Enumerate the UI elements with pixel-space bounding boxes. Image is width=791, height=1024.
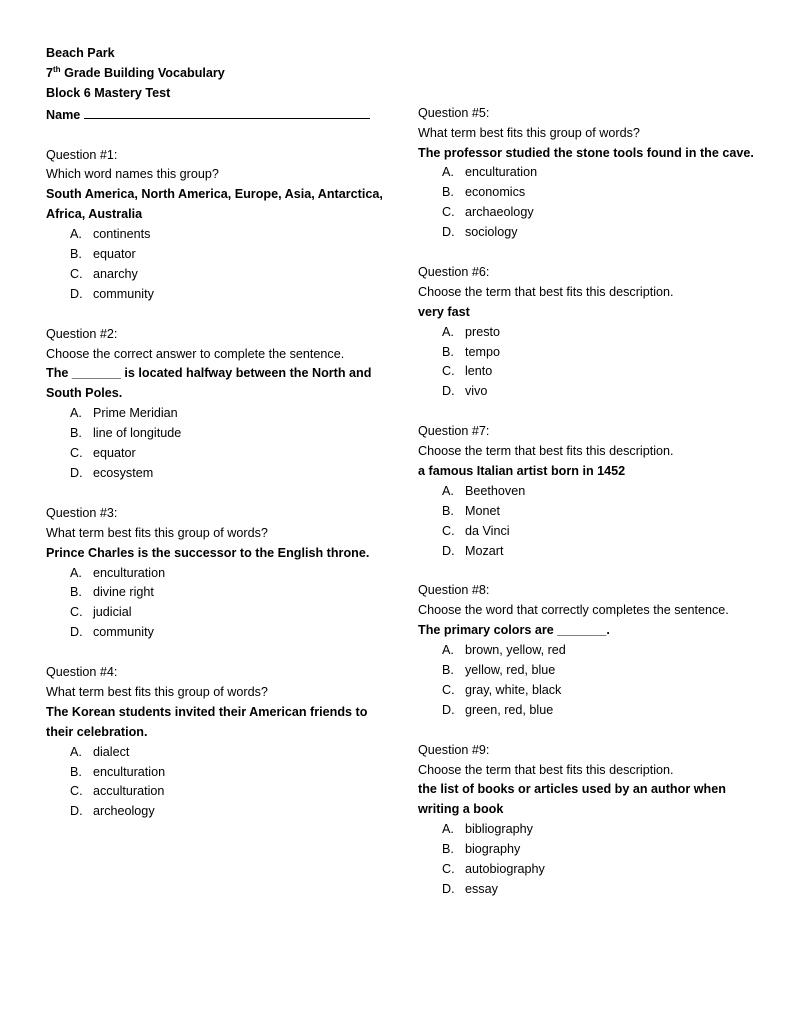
option-letter: A. xyxy=(442,165,454,180)
question-prompt: What term best fits this group of words? xyxy=(46,684,268,699)
question-title: Question #2: xyxy=(46,326,118,341)
option-letter: B. xyxy=(70,764,82,779)
answer-option-b[interactable] xyxy=(46,583,391,603)
school-name: Beach Park xyxy=(46,46,115,60)
option-text: enculturation xyxy=(465,165,538,180)
option-letter: B. xyxy=(70,585,82,600)
option-text: lento xyxy=(465,364,493,379)
option-letter: D. xyxy=(70,625,83,640)
question-stem: the list of books or articles used by an author when writing a book xyxy=(418,782,726,817)
option-letter: D. xyxy=(442,225,455,240)
question-prompt: Choose the term that best fits this description. xyxy=(418,444,674,459)
option-letter: C. xyxy=(442,682,455,697)
option-letter: B. xyxy=(442,344,454,359)
answer-option-c[interactable] xyxy=(46,782,391,802)
option-text: green, red, blue xyxy=(465,702,554,717)
answer-option-a[interactable] xyxy=(418,820,763,840)
option-text: continents xyxy=(93,227,151,242)
question-stem: South America, North America, Europe, Asia, Antarctica, Africa, Australia xyxy=(46,187,383,222)
option-text: equator xyxy=(93,446,136,461)
answer-option-d[interactable] xyxy=(418,880,763,900)
option-text: ecosystem xyxy=(93,466,154,480)
option-text: sociology xyxy=(465,225,518,240)
option-text: gray, white, black xyxy=(465,682,562,697)
question-prompt: Choose the term that best fits this description. xyxy=(418,284,674,299)
option-letter: B. xyxy=(70,247,82,262)
question-stem: The professor studied the stone tools found in the cave. xyxy=(418,145,754,160)
option-text: archeology xyxy=(93,804,155,819)
option-letter: C. xyxy=(442,364,455,379)
answer-option-b[interactable] xyxy=(418,183,763,203)
question-title: Question #9: xyxy=(418,742,490,757)
option-letter: A. xyxy=(442,324,454,339)
option-letter: C. xyxy=(70,266,83,281)
answer-option-c[interactable] xyxy=(418,681,763,701)
question-title: Question #3: xyxy=(46,505,118,520)
option-text: Prime Meridian xyxy=(93,406,178,421)
name-row xyxy=(46,104,391,126)
grade-title-text: Grade Building Vocabulary xyxy=(60,65,225,80)
answer-option-b[interactable] xyxy=(46,763,391,783)
question-prompt: What term best fits this group of words? xyxy=(46,525,268,540)
answer-option-a[interactable] xyxy=(46,225,391,245)
option-letter: A. xyxy=(70,744,82,759)
option-letter: C. xyxy=(70,784,83,799)
option-letter: A. xyxy=(70,406,82,421)
option-letter: C. xyxy=(70,605,83,620)
question-prompt: Which word names this group? xyxy=(46,167,219,182)
option-text: Beethoven xyxy=(465,483,526,498)
answer-option-c[interactable] xyxy=(418,362,763,382)
answer-option-b[interactable] xyxy=(418,840,763,860)
test-title: Block 6 Mastery Test xyxy=(46,85,171,100)
right-column xyxy=(418,44,763,920)
question-8 xyxy=(418,581,763,720)
answer-option-b[interactable] xyxy=(46,424,391,444)
option-letter: B. xyxy=(442,503,454,518)
option-letter: C. xyxy=(442,205,455,220)
option-letter: B. xyxy=(442,663,454,678)
option-letter: D. xyxy=(70,804,83,819)
option-text: acculturation xyxy=(93,784,165,799)
question-6 xyxy=(418,263,763,402)
option-text: economics xyxy=(465,185,526,200)
answer-option-d[interactable] xyxy=(46,802,391,822)
option-text: tempo xyxy=(465,344,501,359)
option-letter: D. xyxy=(70,286,83,301)
question-prompt: Choose the word that correctly completes the sentence. xyxy=(418,603,729,618)
answer-option-c[interactable] xyxy=(46,444,391,464)
answer-option-b[interactable] xyxy=(418,502,763,522)
option-text: presto xyxy=(465,324,501,339)
option-letter: A. xyxy=(442,643,454,658)
option-text: community xyxy=(93,625,154,640)
answer-option-d[interactable] xyxy=(46,464,391,484)
name-label: Name xyxy=(46,107,81,122)
answer-option-a[interactable] xyxy=(46,564,391,584)
question-title: Question #1: xyxy=(46,147,118,162)
answer-option-a[interactable] xyxy=(418,482,763,502)
option-letter: B. xyxy=(442,842,454,857)
question-stem: The _______ is located halfway between the North and South Poles. xyxy=(46,366,372,401)
question-title: Question #4: xyxy=(46,665,118,680)
option-text: archaeology xyxy=(465,205,534,220)
answer-option-c[interactable] xyxy=(418,860,763,880)
option-text: judicial xyxy=(93,605,132,620)
answer-option-c[interactable] xyxy=(46,603,391,623)
answer-option-a[interactable] xyxy=(418,163,763,183)
answer-option-b[interactable] xyxy=(418,343,763,363)
option-text: bibliography xyxy=(465,822,533,837)
question-stem: a famous Italian artist born in 1452 xyxy=(418,463,626,478)
question-2 xyxy=(46,325,391,484)
grade-superscript: th xyxy=(53,64,61,74)
answer-option-a[interactable] xyxy=(46,404,391,424)
option-text: enculturation xyxy=(93,764,166,779)
option-text: yellow, red, blue xyxy=(465,663,556,678)
answer-option-d[interactable] xyxy=(418,542,763,562)
option-text: da Vinci xyxy=(465,523,510,538)
grade-title xyxy=(46,64,391,84)
question-stem: The primary colors are _______. xyxy=(418,623,610,638)
question-title: Question #5: xyxy=(418,105,490,120)
question-1 xyxy=(46,146,391,305)
option-letter: D. xyxy=(442,702,455,717)
option-text: divine right xyxy=(93,585,154,600)
option-letter: D. xyxy=(442,543,455,558)
option-text: essay xyxy=(465,881,498,896)
answer-option-b[interactable] xyxy=(46,245,391,265)
left-column xyxy=(46,44,391,842)
option-letter: D. xyxy=(442,384,455,399)
option-letter: A. xyxy=(442,822,454,837)
question-title: Question #7: xyxy=(418,424,490,439)
question-stem: very fast xyxy=(418,304,470,319)
question-5 xyxy=(418,104,763,243)
question-7 xyxy=(418,422,763,561)
option-letter: A. xyxy=(70,227,82,242)
option-text: line of longitude xyxy=(93,426,182,441)
option-text: autobiography xyxy=(465,862,545,877)
option-text: biography xyxy=(465,842,521,857)
answer-option-d[interactable] xyxy=(418,382,763,402)
option-letter: B. xyxy=(70,426,82,441)
option-letter: D. xyxy=(442,881,455,896)
answer-option-d[interactable] xyxy=(418,223,763,243)
question-3 xyxy=(46,504,391,643)
option-letter: C. xyxy=(442,523,455,538)
test-header xyxy=(46,44,391,126)
option-letter: A. xyxy=(442,483,454,498)
column-spacer xyxy=(418,44,763,104)
option-text: anarchy xyxy=(93,266,138,281)
answer-option-d[interactable] xyxy=(418,701,763,721)
question-title: Question #6: xyxy=(418,264,490,279)
option-text: community xyxy=(93,286,154,301)
option-letter: B. xyxy=(442,185,454,200)
option-text: equator xyxy=(93,247,136,262)
option-text: brown, yellow, red xyxy=(465,643,566,658)
answer-option-a[interactable] xyxy=(46,743,391,763)
option-text: dialect xyxy=(93,744,130,759)
option-text: Monet xyxy=(465,503,501,518)
question-prompt: Choose the term that best fits this description. xyxy=(418,762,674,777)
answer-option-d[interactable] xyxy=(46,285,391,305)
option-letter: A. xyxy=(70,565,82,580)
question-stem: Prince Charles is the successor to the English throne. xyxy=(46,545,370,560)
question-prompt: What term best fits this group of words? xyxy=(418,125,640,140)
option-letter: D. xyxy=(70,466,83,480)
option-letter: C. xyxy=(70,446,83,461)
option-letter: C. xyxy=(442,862,455,877)
answer-option-a[interactable] xyxy=(418,641,763,661)
question-4 xyxy=(46,663,391,822)
answer-option-c[interactable] xyxy=(46,265,391,285)
answer-option-c[interactable] xyxy=(418,522,763,542)
name-field-line[interactable] xyxy=(84,104,370,119)
option-text: Mozart xyxy=(465,543,504,558)
answer-option-c[interactable] xyxy=(418,203,763,223)
answer-option-d[interactable] xyxy=(46,623,391,643)
question-9 xyxy=(418,741,763,900)
question-prompt: Choose the correct answer to complete the sentence. xyxy=(46,346,345,361)
answer-option-a[interactable] xyxy=(418,323,763,343)
grade-number: 7 xyxy=(46,65,54,80)
option-text: enculturation xyxy=(93,565,166,580)
option-text: vivo xyxy=(465,384,488,399)
question-title: Question #8: xyxy=(418,583,490,598)
question-stem: The Korean students invited their American friends to their celebration. xyxy=(46,704,368,739)
answer-option-b[interactable] xyxy=(418,661,763,681)
